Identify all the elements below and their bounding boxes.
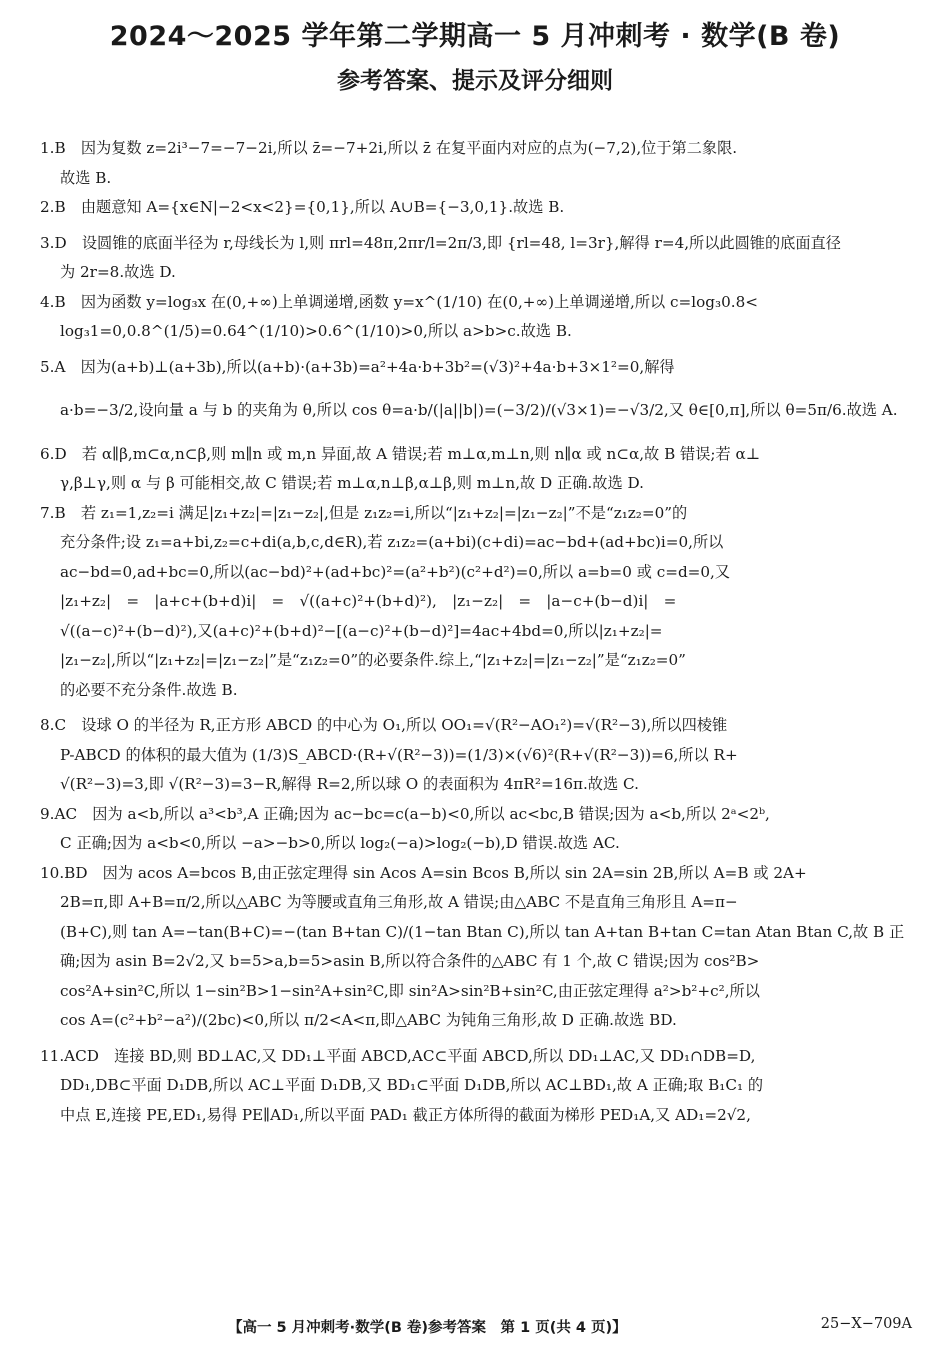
document-title: 2024～2025 学年第二学期高一 5 月冲刺考 · 数学(B 卷): [109, 21, 841, 52]
answer-line: ac−bd=0,ad+bc=0,所以(ac−bd)²+(ad+bc)²=(a²+b²)(c²+d²)=0,所以 a=b=0 或 c=d=0,又: [60, 562, 731, 581]
answer-item-10: [40, 859, 912, 1036]
answer-line: 2.B 由题意知 A={x∈N|−2<x<2}={0,1},所以 A∪B={−3,0,1}.故选 B.: [40, 198, 565, 216]
answer-line: |z₁+z₂| = |a+c+(b+d)i| = √((a+c)²+(b+d)²), |z₁−z₂| = |a−c+(b−d)i| =: [60, 592, 677, 610]
answer-item-4: [40, 288, 912, 347]
answer-line: 11.ACD 连接 BD,则 BD⊥AC,又 DD₁⊥平面 ABCD,AC⊂平面 ABCD,所以 DD₁⊥AC,又 DD₁∩DB=D,: [40, 1046, 756, 1065]
answer-line: DD₁,DB⊂平面 D₁DB,所以 AC⊥平面 D₁DB,又 BD₁⊂平面 D₁DB,所以 AC⊥BD₁,故 A 正确;取 B₁C₁ 的: [60, 1076, 764, 1094]
answer-line: 充分条件;设 z₁=a+bi,z₂=c+di(a,b,c,d∈R),若 z₁z₂=(a+bi)(c+di)=ac−bd+(ad+bc)i=0,所以: [60, 533, 724, 551]
answer-line: 4.B 因为函数 y=log₃x 在(0,+∞)上单调递增,函数 y=x^(1/10) 在(0,+∞)上单调递增,所以 c=log₃0.8<: [40, 292, 758, 311]
answer-item-8: [40, 711, 912, 800]
answer-line: 故选 B.: [60, 168, 112, 187]
answer-item-1: [40, 134, 912, 193]
answer-line: 9.AC 因为 a<b,所以 a³<b³,A 正确;因为 ac−bc=c(a−b)<0,所以 ac<bc,B 错误;因为 a<b,所以 2ᵃ<2ᵇ,: [40, 804, 770, 823]
answer-line: 1.B 因为复数 z=2i³−7=−7−2i,所以 z̄=−7+2i,所以 z̄ 在复平面内对应的点为(−7,2),位于第二象限.: [40, 139, 738, 157]
answer-line: 8.C 设球 O 的半径为 R,正方形 ABCD 的中心为 O₁,所以 OO₁=√(R²−AO₁²)=√(R²−3),所以四棱锥: [40, 716, 728, 734]
answer-line: 6.D 若 α∥β,m⊂α,n⊂β,则 m∥n 或 m,n 异面,故 A 错误;若 m⊥α,m⊥n,则 n∥α 或 n⊂α,故 B 错误;若 α⊥: [40, 444, 761, 463]
answer-list: [40, 134, 912, 1130]
footer-code: 25−X−709A: [820, 1316, 912, 1332]
document-subtitle: 参考答案、提示及评分细则: [337, 68, 613, 94]
answer-line: 5.A 因为(a+b)⊥(a+3b),所以(a+b)·(a+3b)=a²+4a·b+3b²=(√3)²+4a·b+3×1²=0,解得: [40, 357, 675, 376]
answer-line: √(R²−3)=3,即 √(R²−3)=3−R,解得 R=2,所以球 O 的表面积为 4πR²=16π.故选 C.: [60, 775, 639, 793]
answer-line: 为 2r=8.故选 D.: [60, 263, 176, 281]
answer-line: √((a−c)²+(b−d)²),又(a+c)²+(b+d)²−[(a−c)²+(b−d)²]=4ac+4bd=0,所以|z₁+z₂|=: [60, 621, 663, 640]
answer-item-6: [40, 440, 912, 499]
answer-line: cos A=(c²+b²−a²)/(2bc)<0,所以 π/2<A<π,即△ABC 为钝角三角形,故 D 正确.故选 BD.: [60, 1011, 677, 1029]
answer-line: cos²A+sin²C,所以 1−sin²B>1−sin²A+sin²C,即 sin²A>sin²B+sin²C,由正弦定理得 a²>b²+c²,所以: [60, 981, 760, 1000]
answer-line: 7.B 若 z₁=1,z₂=i 满足|z₁+z₂|=|z₁−z₂|,但是 z₁z₂=i,所以“|z₁+z₂|=|z₁−z₂|”不是“z₁z₂=0”的: [40, 503, 688, 522]
answer-line: γ,β⊥γ,则 α 与 β 可能相交,故 C 错误;若 m⊥α,n⊥β,α⊥β,则 m⊥n,故 D 正确.故选 D.: [60, 474, 644, 492]
answer-line: 中点 E,连接 PE,ED₁,易得 PE∥AD₁,所以平面 PAD₁ 截正方体所得的截面为梯形 PED₁A,又 AD₁=2√2,: [60, 1105, 751, 1124]
answer-line: a·b=−3/2,设向量 a 与 b 的夹角为 θ,所以 cos θ=a·b/(|a||b|)=(−3/2)/(√3×1)=−√3/2,又 θ∈[0,π],所以 θ=5π/6.故选 A.: [60, 401, 898, 419]
answer-item-9: [40, 800, 912, 859]
answer-item-2: [40, 193, 912, 223]
answer-line: 3.D 设圆锥的底面半径为 r,母线长为 l,则 πrl=48π,2πr/l=2π/3,即 {rl=48, l=3r},解得 r=4,所以此圆锥的底面直径: [40, 233, 841, 252]
answer-line: (B+C),则 tan A=−tan(B+C)=−(tan B+tan C)/(1−tan Btan C),所以 tan A+tan B+tan C=tan Atan Btan C,故 B 正: [60, 922, 905, 941]
answer-line: C 正确;因为 a<b<0,所以 −a>−b>0,所以 log₂(−a)>log₂(−b),D 错误.故选 AC.: [60, 834, 620, 852]
answer-line: 2B=π,即 A+B=π/2,所以△ABC 为等腰或直角三角形,故 A 错误;由△ABC 不是直角三角形且 A=π−: [60, 893, 738, 911]
answer-line: 确;因为 asin B=2√2,又 b=5>a,b=5>asin B,所以符合条件的△ABC 有 1 个,故 C 错误;因为 cos²B>: [60, 952, 760, 970]
answer-item-7: [40, 499, 912, 706]
answer-item-11: [40, 1042, 912, 1131]
answer-line: 10.BD 因为 acos A=bcos B,由正弦定理得 sin Acos A=sin Bcos B,所以 sin 2A=sin 2B,所以 A=B 或 2A+: [40, 863, 807, 882]
answer-line: 的必要不充分条件.故选 B.: [60, 680, 238, 699]
answer-line: P-ABCD 的体积的最大值为 (1/3)S_ABCD·(R+√(R²−3))=(1/3)×(√6)²(R+√(R²−3))=6,所以 R+: [60, 745, 738, 764]
answer-item-3: [40, 229, 912, 288]
answer-item-5: [40, 353, 912, 426]
answer-line: |z₁−z₂|,所以“|z₁+z₂|=|z₁−z₂|”是“z₁z₂=0”的必要条件.综上,“|z₁+z₂|=|z₁−z₂|”是“z₁z₂=0”: [60, 651, 686, 669]
footer-page-info: 【高一 5 月冲刺考·数学(B 卷)参考答案 第 1 页(共 4 页)】: [228, 1320, 627, 1336]
answer-line: log₃1=0,0.8^(1/5)=0.64^(1/10)>0.6^(1/10)>0,所以 a>b>c.故选 B.: [60, 322, 572, 340]
